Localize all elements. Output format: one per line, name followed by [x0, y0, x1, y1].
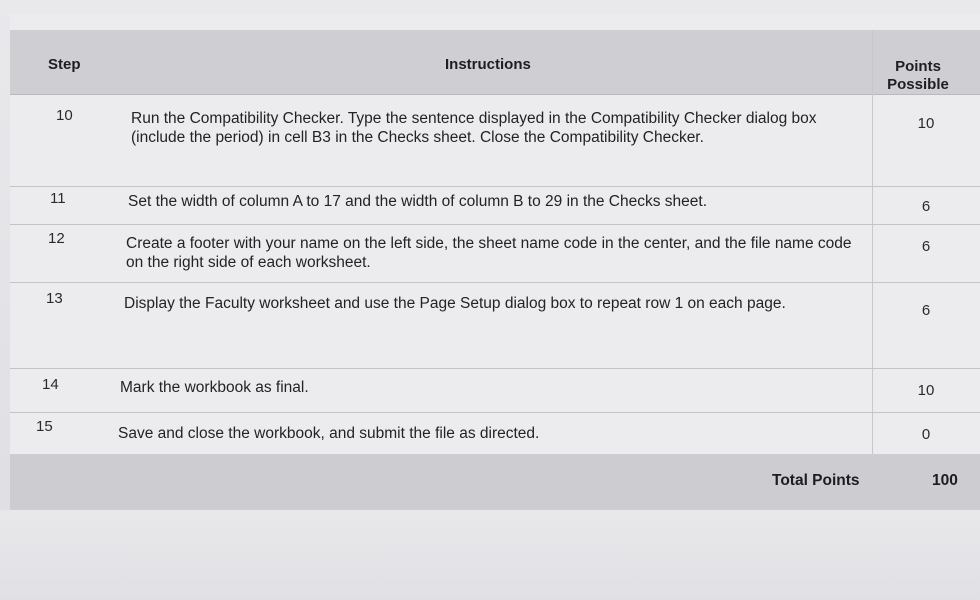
row-step: 14 — [42, 376, 59, 393]
table-row — [10, 224, 980, 283]
row-step: 13 — [46, 290, 63, 307]
table-row — [10, 95, 980, 187]
row-instruction: Run the Compatibility Checker. Type the sentence displayed in the Compatibility Checker dialog box (include the period) in cell B3 in the Checks sheet. Close the Compatibility Checker. — [131, 110, 817, 146]
row-points: 0 — [921, 426, 931, 443]
row-points: 6 — [921, 238, 931, 255]
table-row — [10, 412, 980, 454]
row-instruction: Mark the workbook as final. — [120, 379, 309, 396]
total-points-label: Total Points — [772, 472, 860, 489]
table-row — [10, 368, 980, 413]
row-points: 10 — [917, 115, 935, 132]
table-row — [10, 186, 980, 225]
header-points-possible — [872, 58, 964, 94]
row-step: 10 — [56, 107, 73, 124]
row-points: 6 — [921, 198, 931, 215]
header-points-line2: Possible — [887, 76, 949, 93]
row-step: 15 — [36, 418, 53, 435]
header-points-line1: Points — [895, 58, 941, 75]
row-step: 11 — [50, 190, 66, 207]
row-points: 6 — [921, 302, 931, 319]
row-step: 12 — [48, 230, 65, 247]
blank-paper-area — [0, 510, 980, 600]
row-instruction: Create a footer with your name on the left side, the sheet name code in the center, and the file name code on the right side of each worksheet. — [126, 235, 852, 271]
row-instruction: Set the width of column A to 17 and the width of column B to 29 in the Checks sheet. — [128, 193, 708, 210]
instruction-sheet — [10, 14, 980, 510]
header-instructions: Instructions — [445, 56, 531, 73]
header-step: Step — [48, 56, 81, 73]
row-instruction: Display the Faculty worksheet and use the Page Setup dialog box to repeat row 1 on each page. — [124, 295, 786, 312]
row-points: 10 — [917, 382, 935, 399]
table-header — [10, 30, 980, 95]
table-row — [10, 282, 980, 369]
row-instruction: Save and close the workbook, and submit the file as directed. — [118, 425, 540, 442]
total-points-value: 100 — [932, 472, 958, 489]
